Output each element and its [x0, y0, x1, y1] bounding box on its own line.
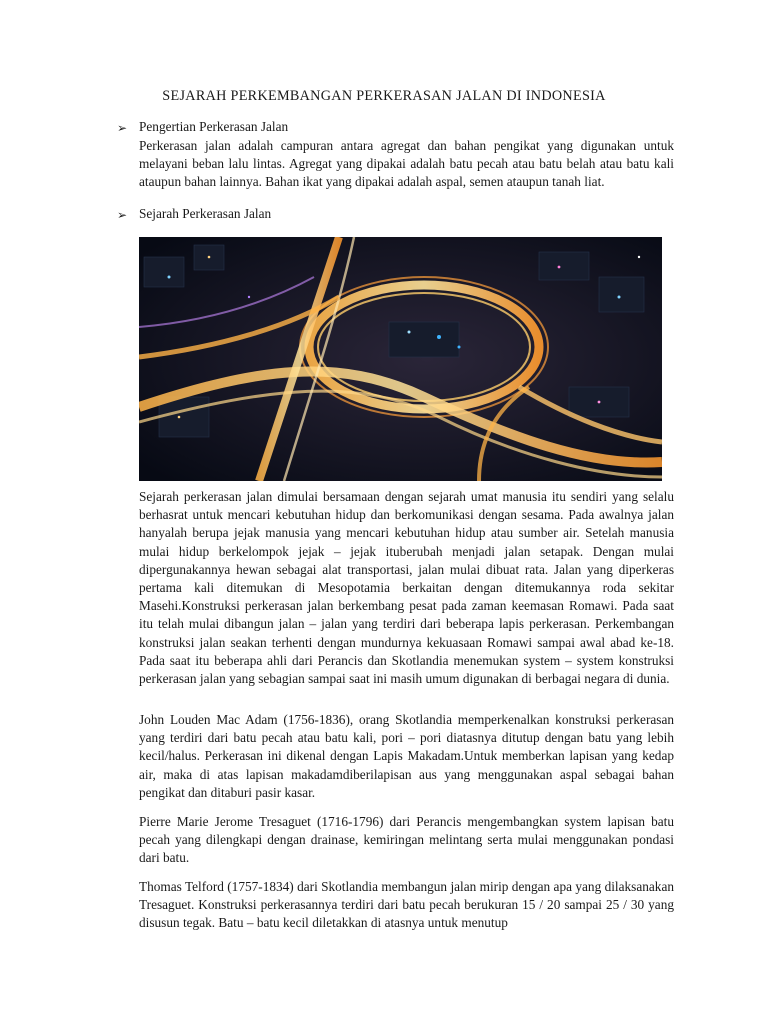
section-heading-sejarah: Sejarah Perkerasan Jalan	[139, 206, 272, 221]
bullet-arrow-icon: ➢	[117, 208, 128, 222]
bullet-arrow-icon: ➢	[117, 121, 128, 135]
paragraph-tresaguet: Pierre Marie Jerome Tresaguet (1716-1796) dari Perancis mengembangkan system lapisan batu pecah yang dilengkapi dengan drainase, kemiringan melintang serta mulai menggunakan pondasi dari batu.	[139, 814, 674, 866]
paragraph-telford: Thomas Telford (1757-1834) dari Skotlandia membangun jalan mirip dengan apa yang dilaksanakan Tresaguet. Konstruksi perkerasannya terdiri dari batu pecah berukuran 15 / 20 sampai 25 / 30 yang disusun tegak. Batu – batu kecil diletakkan di atasnya untuk menutup	[139, 879, 674, 931]
paragraph-sejarah: Sejarah perkerasan jalan dimulai bersamaan dengan sejarah umat manusia itu sendiri yang selalu berhasrat untuk mencari kebutuhan hidup dan berkomunikasi dengan sesama. Pada awalnya jalan hanyalah berupa jejak manusia yang mencari kebutuhan hidup atau sumber air. Setelah manusia mulai hidup berkelompok jejak – jejak ituberubah menjadi jalan setapak. Dengan mulai dipergunakannya hewan sebagai alat transportasi, jalan mulai dibuat rata. Jalan yang diperkeras pertama kali ditemukan di Mesopotamia berkaitan dengan ditemukannya roda sekitar Masehi.Konstruksi perkerasan jalan berkembang pesat pada zaman keemasan Romawi. Pada saat itu telah mulai dibangun jalan – jalan yang terdiri dari beberapa lapis perkerasan. Perkembangan konstruksi jalan seakan terhenti dengan mundurnya kekuasaan Romawi sampai awal abad ke-18. Pada saat itu beberapa ahli dari Perancis dan Skotlandia menemukan system – system konstruksi perkerasan jalan yang sebagian sampai saat ini masih umum digunakan di berbagai negara di dunia.	[139, 489, 674, 687]
section-text-pengertian: Perkerasan jalan adalah campuran antara agregat dan bahan pengikat yang digunakan untuk melayani beban lalu lintas. Agregat yang dipakai adalah batu pecah atau batu belah atau batu kali ataupun bahan lainnya. Bahan ikat yang dipakai adalah aspal, semen ataupun tanah liat.	[139, 138, 674, 190]
page-title: SEJARAH PERKEMBANGAN PERKERASAN JALAN DI INDONESIA	[162, 88, 606, 104]
highway-interchange-photo	[139, 237, 662, 481]
section-heading-pengertian: Pengertian Perkerasan Jalan	[139, 119, 289, 134]
paragraph-mac-adam: John Louden Mac Adam (1756-1836), orang Skotlandia memperkenalkan konstruksi perkerasan yang terdiri dari batu pecah atau batu kali, pori – pori diatasnya ditutup dengan batu yang lebih kecil/halus. Perkerasan ini dikenal dengan Lapis Makadam.Untuk memberkan lapisan yang kedap air, maka di atas lapisan makadamdiberilapisan aus yang menggunakan aspal sebagai bahan pengikat dan ditaburi pasir kasar.	[139, 712, 674, 800]
